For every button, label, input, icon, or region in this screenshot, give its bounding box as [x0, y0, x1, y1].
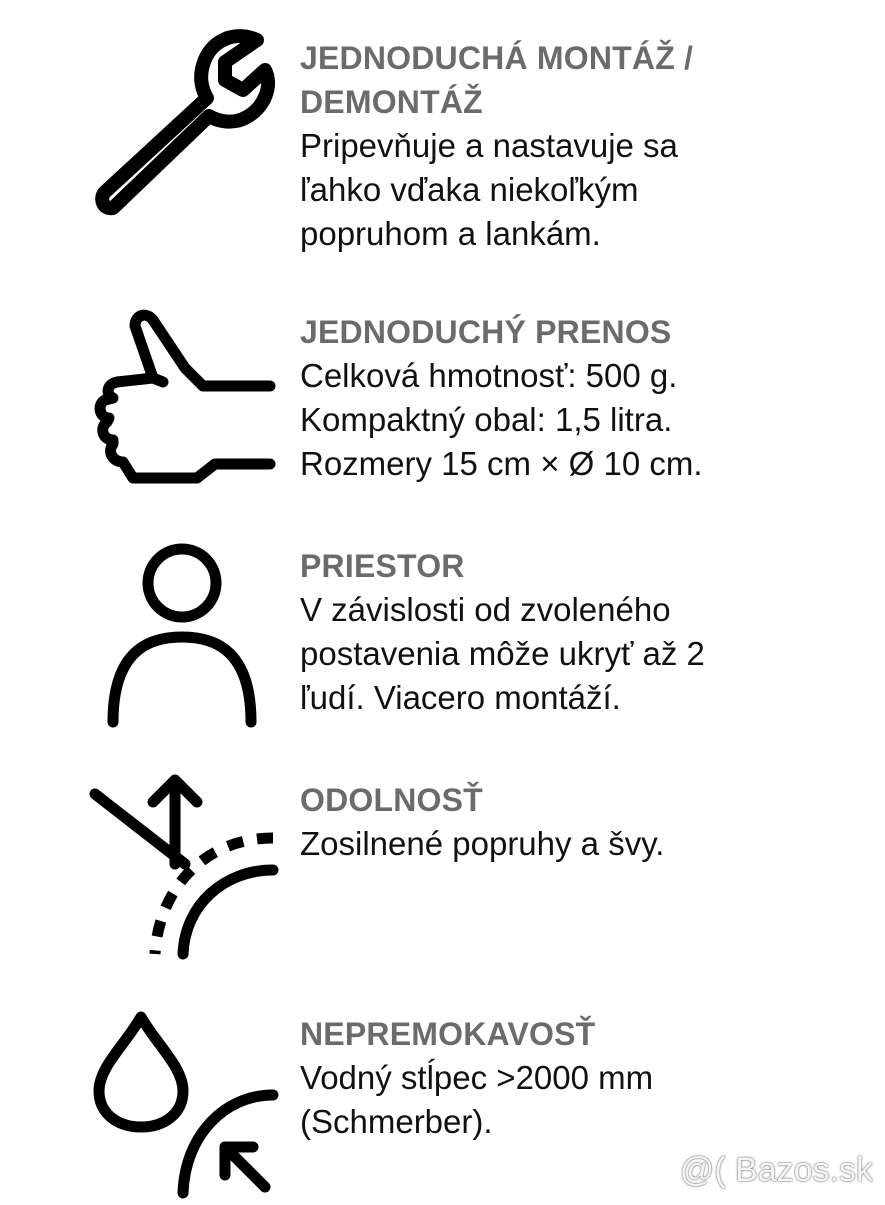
- feature-description: Pripevňuje a nastavuje sa ľahko vďaka niekoľkým popruhom a lankám.: [300, 127, 678, 252]
- feature-assembly-text: [300, 36, 875, 256]
- feature-title: NEPREMOKAVOSŤ: [300, 1016, 596, 1052]
- thumbs-up-icon: [85, 298, 285, 498]
- feature-title: JEDNODUCHÁ MONTÁŽ / DEMONTÁŽ: [300, 40, 694, 120]
- feature-description: Vodný stĺpec >2000 mm (Schmerber).: [300, 1059, 654, 1140]
- wrench-icon: [85, 20, 285, 220]
- feature-title: ODOLNOSŤ: [300, 782, 483, 818]
- watermark: @( Bazos.sk: [679, 1151, 873, 1189]
- feature-space-text: [300, 544, 875, 720]
- feature-durability-text: [300, 778, 875, 866]
- feature-transport-text: [300, 310, 875, 486]
- feature-description: Celková hmotnosť: 500 g. Kompaktný obal: 1,5 litra. Rozmery 15 cm × Ø 10 cm.: [300, 357, 703, 482]
- water-drop-icon: [85, 1005, 285, 1205]
- feature-title: JEDNODUCHÝ PRENOS: [300, 314, 672, 350]
- person-icon: [85, 535, 285, 735]
- feature-description: Zosilnené popruhy a švy.: [300, 825, 665, 862]
- durability-icon: [85, 772, 285, 972]
- feature-waterproof-text: [300, 1012, 875, 1144]
- feature-title: PRIESTOR: [300, 548, 465, 584]
- feature-description: V závislosti od zvoleného postavenia môže ukryť až 2 ľudí. Viacero montáží.: [300, 591, 705, 716]
